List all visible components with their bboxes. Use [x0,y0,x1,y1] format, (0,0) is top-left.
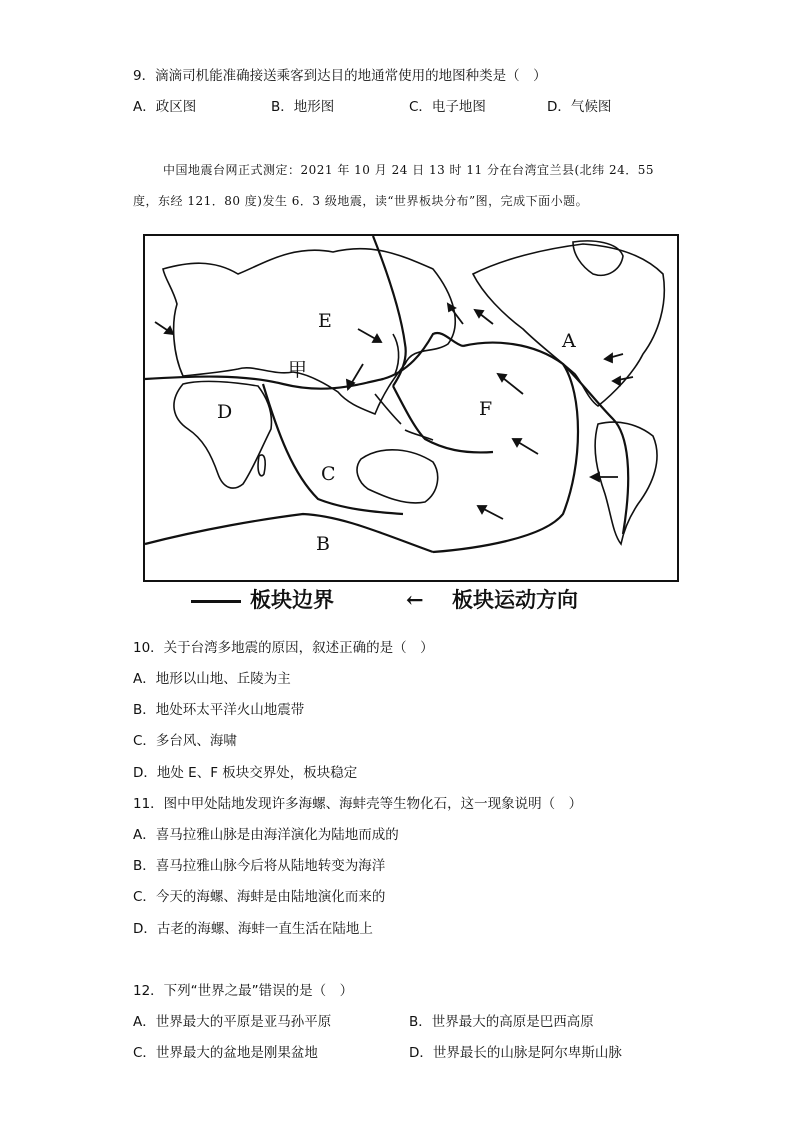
q10-option-d[interactable]: D．地处 E、F 板块交界处，板块稳定 [133,765,358,781]
label-jia: 甲 [288,359,308,381]
q9-option-c[interactable]: C．电子地图 [409,99,486,115]
q12-stem: 12．下列“世界之最”错误的是（ ） [133,983,354,999]
label-e: E [318,310,332,332]
passage-line-2: 度，东经 121．80 度)发生 6．3 级地震，读“世界板块分布”图，完成下面小题。 [133,194,589,208]
q11-option-d[interactable]: D．古老的海螺、海蚌一直生活在陆地上 [133,921,373,937]
label-d: D [217,401,233,423]
world-plates-map [143,234,679,582]
q12-option-a[interactable]: A．世界最大的平原是亚马孙平原 [133,1014,332,1030]
q10-option-b[interactable]: B．地处环太平洋火山地震带 [133,702,305,718]
legend-arrow-icon: ← [406,587,424,612]
legend-boundary-text: 板块边界 [250,587,334,612]
q12-option-b[interactable]: B．世界最大的高原是巴西高原 [409,1014,594,1030]
label-c: C [321,463,336,485]
label-f: F [479,398,493,420]
q11-option-c[interactable]: C．今天的海螺、海蚌是由陆地演化而来的 [133,889,386,905]
q12-option-d[interactable]: D．世界最长的山脉是阿尔卑斯山脉 [409,1045,622,1061]
label-a: A [562,330,576,352]
q9-option-b[interactable]: B．地形图 [271,99,335,115]
q9-option-d[interactable]: D．气候图 [547,99,612,115]
q12-option-c[interactable]: C．世界最大的盆地是刚果盆地 [133,1045,318,1061]
q11-option-a[interactable]: A．喜马拉雅山脉是由海洋演化为陆地而成的 [133,827,399,843]
legend-boundary-line [191,600,241,603]
q11-option-b[interactable]: B．喜马拉雅山脉今后将从陆地转变为海洋 [133,858,386,874]
passage-line-1: 中国地震台网正式测定：2021 年 10 月 24 日 13 时 11 分在台湾宜兰县(北纬 24．55 [163,163,654,177]
q10-option-a[interactable]: A．地形以山地、丘陵为主 [133,671,291,687]
q9-option-a[interactable]: A．政区图 [133,99,197,115]
legend-direction-text: 板块运动方向 [452,587,578,612]
q11-stem: 11．图中甲处陆地发现许多海螺、海蚌壳等生物化石，这一现象说明（ ） [133,796,583,812]
q10-option-c[interactable]: C．多台风、海啸 [133,733,237,749]
q10-stem: 10．关于台湾多地震的原因，叙述正确的是（ ） [133,640,434,656]
q9-stem: 9．滴滴司机能准确接送乘客到达目的地通常使用的地图种类是（ ） [133,68,547,84]
label-b: B [316,533,330,555]
